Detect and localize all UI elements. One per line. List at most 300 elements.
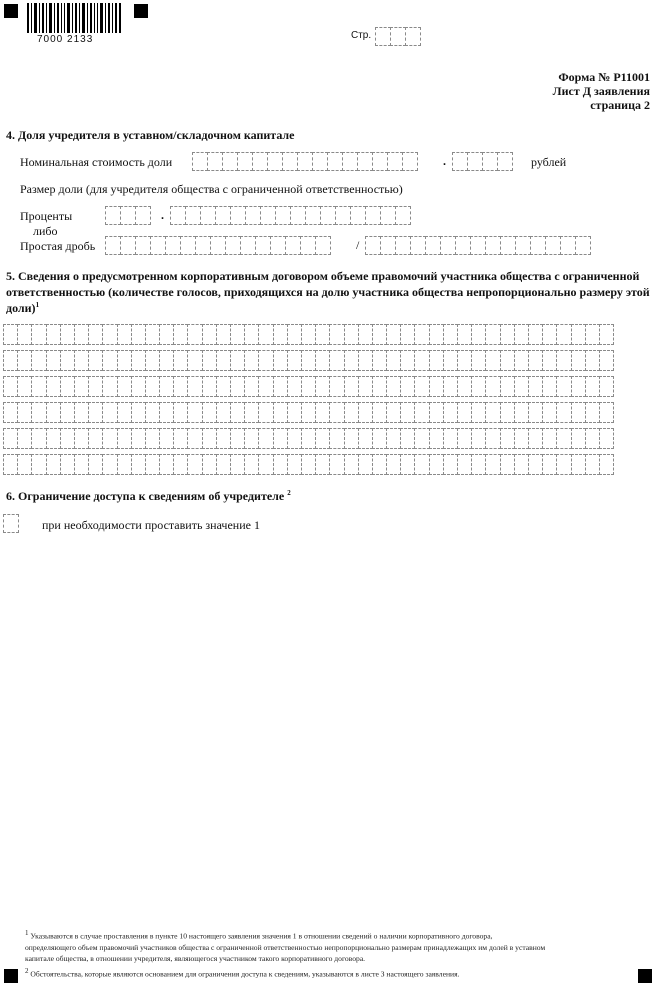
character-cell[interactable] — [358, 454, 373, 475]
character-cell[interactable] — [287, 402, 302, 423]
character-cell[interactable] — [315, 324, 330, 345]
character-cell[interactable] — [400, 454, 415, 475]
character-cell[interactable] — [3, 350, 18, 371]
character-cell[interactable] — [457, 428, 472, 449]
character-cell[interactable] — [230, 428, 245, 449]
character-cell[interactable] — [117, 454, 132, 475]
character-cell[interactable] — [202, 454, 217, 475]
character-cell[interactable] — [74, 376, 89, 397]
character-cell[interactable] — [358, 350, 373, 371]
character-cell[interactable] — [301, 376, 316, 397]
character-cell[interactable] — [88, 428, 103, 449]
character-cell[interactable] — [88, 454, 103, 475]
character-cell[interactable] — [358, 376, 373, 397]
character-cell[interactable] — [159, 350, 174, 371]
character-cell[interactable] — [457, 324, 472, 345]
character-cell[interactable] — [31, 324, 46, 345]
character-cell[interactable] — [230, 376, 245, 397]
character-cell[interactable] — [60, 324, 75, 345]
character-cell[interactable] — [244, 376, 259, 397]
character-cell[interactable] — [258, 402, 273, 423]
character-cell[interactable] — [585, 350, 600, 371]
character-cell[interactable] — [131, 350, 146, 371]
character-cell[interactable] — [443, 402, 458, 423]
character-cell[interactable] — [273, 324, 288, 345]
character-cell[interactable] — [457, 376, 472, 397]
character-cell[interactable] — [400, 324, 415, 345]
character-cell[interactable] — [46, 454, 61, 475]
character-cell[interactable] — [514, 402, 529, 423]
character-cell[interactable] — [471, 376, 486, 397]
character-cell[interactable] — [88, 324, 103, 345]
percent-label: Проценты — [20, 209, 73, 223]
character-cell[interactable] — [244, 324, 259, 345]
character-cell[interactable] — [514, 350, 529, 371]
character-cell[interactable] — [571, 350, 586, 371]
character-cell[interactable] — [514, 376, 529, 397]
character-cell[interactable] — [17, 376, 32, 397]
character-cell[interactable] — [571, 454, 586, 475]
footnote-1-line-2: определяющего объем правомочий участников общества с ограниченной ответственностью непропорционально размерам принадлежащих им долей в уставном — [25, 942, 546, 952]
character-cell[interactable] — [230, 350, 245, 371]
character-cell[interactable] — [301, 402, 316, 423]
character-cell[interactable] — [187, 402, 202, 423]
character-cell[interactable] — [372, 402, 387, 423]
character-cell[interactable] — [74, 350, 89, 371]
character-cell[interactable] — [386, 376, 401, 397]
character-cell[interactable] — [528, 454, 543, 475]
fraction-label: Простая дробь — [20, 239, 96, 253]
character-cell[interactable] — [3, 324, 18, 345]
character-cell[interactable] — [244, 402, 259, 423]
character-cell[interactable] — [17, 402, 32, 423]
character-cell[interactable] — [429, 428, 444, 449]
voting-rights-row[interactable] — [3, 324, 613, 345]
character-cell[interactable] — [102, 324, 117, 345]
character-cell[interactable] — [443, 376, 458, 397]
percent-dot: . — [161, 208, 164, 222]
voting-rights-row[interactable] — [3, 402, 613, 423]
character-cell[interactable] — [329, 402, 344, 423]
character-cell[interactable] — [400, 350, 415, 371]
character-cell[interactable] — [187, 428, 202, 449]
character-cell[interactable] — [414, 428, 429, 449]
character-cell[interactable] — [400, 428, 415, 449]
character-cell[interactable] — [131, 402, 146, 423]
character-cell[interactable] — [102, 376, 117, 397]
character-cell[interactable] — [173, 324, 188, 345]
character-cell[interactable] — [471, 350, 486, 371]
character-cell[interactable] — [556, 402, 571, 423]
character-cell[interactable] — [471, 428, 486, 449]
character-cell[interactable] — [3, 454, 18, 475]
character-cell[interactable] — [599, 324, 614, 345]
character-cell[interactable] — [187, 350, 202, 371]
character-cell[interactable] — [344, 402, 359, 423]
currency-label: рублей — [531, 155, 567, 169]
footnote-1-line-1: Указываются в случае проставления в пункте 10 настоящего заявления значения 1 в отношении сведений о наличии корпоративного договора, — [30, 931, 493, 941]
character-cell[interactable] — [485, 428, 500, 449]
character-cell[interactable] — [145, 350, 160, 371]
character-cell[interactable] — [3, 402, 18, 423]
character-cell[interactable] — [60, 376, 75, 397]
character-cell[interactable] — [344, 324, 359, 345]
footnote-2 — [25, 966, 625, 980]
character-cell[interactable] — [173, 376, 188, 397]
character-cell[interactable] — [556, 376, 571, 397]
corner-marker-top-right — [134, 4, 148, 18]
character-cell[interactable] — [400, 402, 415, 423]
section-5-heading-text: доли) — [6, 301, 36, 315]
character-cell[interactable] — [542, 454, 557, 475]
character-cell[interactable] — [301, 428, 316, 449]
character-cell[interactable] — [301, 350, 316, 371]
character-cell[interactable] — [514, 454, 529, 475]
section-5-heading-line-2: ответственностью (количестве голосов, приходящихся на долю участника общества непропорционально размеру этой — [6, 285, 650, 299]
character-cell[interactable] — [273, 350, 288, 371]
character-cell[interactable] — [599, 454, 614, 475]
character-cell[interactable] — [46, 324, 61, 345]
character-cell[interactable] — [500, 376, 515, 397]
character-cell[interactable] — [230, 402, 245, 423]
voting-rights-row[interactable] — [3, 428, 613, 449]
character-cell[interactable] — [457, 350, 472, 371]
character-cell[interactable] — [599, 428, 614, 449]
character-cell[interactable] — [585, 428, 600, 449]
character-cell[interactable] — [74, 454, 89, 475]
character-cell[interactable] — [571, 324, 586, 345]
character-cell[interactable] — [46, 376, 61, 397]
character-cell[interactable] — [315, 428, 330, 449]
character-cell[interactable] — [358, 402, 373, 423]
character-cell[interactable] — [485, 402, 500, 423]
percent-fraction-field[interactable] — [170, 206, 410, 225]
character-cell[interactable] — [31, 428, 46, 449]
character-cell[interactable] — [599, 376, 614, 397]
character-cell[interactable] — [471, 454, 486, 475]
corner-marker-top-left — [4, 4, 18, 18]
fraction-denominator-field[interactable] — [365, 236, 590, 255]
character-cell[interactable] — [556, 324, 571, 345]
character-cell[interactable] — [372, 376, 387, 397]
sheet-page-label: страница 2 — [590, 98, 650, 112]
character-cell[interactable] — [230, 454, 245, 475]
character-cell[interactable] — [202, 350, 217, 371]
character-cell[interactable] — [315, 376, 330, 397]
voting-rights-row[interactable] — [3, 454, 613, 475]
character-cell[interactable] — [485, 350, 500, 371]
character-cell[interactable] — [131, 454, 146, 475]
section-4-heading: 4. Доля учредителя в уставном/складочном капитале — [6, 128, 295, 142]
character-cell[interactable] — [216, 454, 231, 475]
character-cell[interactable] — [17, 324, 32, 345]
footnote-1-line-3: капитале общества, в отношении учредителя, являющегося участником такого корпоративного договора. — [25, 953, 366, 963]
character-cell[interactable] — [273, 376, 288, 397]
character-cell[interactable] — [46, 428, 61, 449]
character-cell[interactable] — [244, 428, 259, 449]
character-cell[interactable] — [117, 402, 132, 423]
character-cell[interactable] — [131, 324, 146, 345]
character-cell[interactable] — [117, 376, 132, 397]
character-cell[interactable] — [556, 350, 571, 371]
character-cell[interactable] — [471, 324, 486, 345]
character-cell[interactable] — [88, 376, 103, 397]
character-cell[interactable] — [273, 402, 288, 423]
character-cell[interactable] — [216, 402, 231, 423]
character-cell[interactable] — [585, 324, 600, 345]
character-cell[interactable] — [372, 454, 387, 475]
character-cell[interactable] — [414, 376, 429, 397]
character-cell[interactable] — [60, 350, 75, 371]
nominal-value-rubles-field[interactable] — [192, 152, 417, 171]
character-cell[interactable] — [329, 376, 344, 397]
character-cell[interactable] — [31, 402, 46, 423]
character-cell[interactable] — [287, 376, 302, 397]
character-cell[interactable] — [471, 402, 486, 423]
character-cell[interactable] — [216, 428, 231, 449]
character-cell[interactable] — [571, 376, 586, 397]
character-cell[interactable] — [117, 324, 132, 345]
character-cell[interactable] — [230, 324, 245, 345]
character-cell[interactable] — [287, 428, 302, 449]
character-cell[interactable] — [344, 428, 359, 449]
voting-rights-row[interactable] — [3, 350, 613, 371]
character-cell[interactable] — [117, 428, 132, 449]
character-cell[interactable] — [31, 376, 46, 397]
character-cell[interactable] — [500, 350, 515, 371]
nominal-value-label: Номинальная стоимость доли — [20, 155, 173, 169]
character-cell[interactable] — [173, 402, 188, 423]
character-cell[interactable] — [386, 350, 401, 371]
character-cell[interactable] — [74, 402, 89, 423]
character-cell[interactable] — [358, 324, 373, 345]
character-cell[interactable] — [258, 454, 273, 475]
character-cell[interactable] — [528, 376, 543, 397]
character-cell[interactable] — [414, 454, 429, 475]
character-cell[interactable] — [443, 350, 458, 371]
character-cell[interactable] — [102, 428, 117, 449]
section-5-heading-line-3 — [6, 301, 39, 316]
character-cell[interactable] — [287, 454, 302, 475]
voting-rights-row[interactable] — [3, 376, 613, 397]
character-cell[interactable] — [46, 402, 61, 423]
character-cell[interactable] — [414, 402, 429, 423]
character-cell[interactable] — [414, 350, 429, 371]
character-cell[interactable] — [202, 428, 217, 449]
character-cell[interactable] — [145, 376, 160, 397]
form-title: Форма № Р11001 — [558, 70, 650, 84]
footnote-1-ref: 1 — [25, 929, 29, 937]
character-cell[interactable] — [301, 454, 316, 475]
character-cell[interactable] — [244, 350, 259, 371]
character-cell[interactable] — [485, 376, 500, 397]
character-cell[interactable] — [400, 376, 415, 397]
character-cell[interactable] — [173, 454, 188, 475]
character-cell[interactable] — [17, 454, 32, 475]
character-cell[interactable] — [173, 428, 188, 449]
character-cell[interactable] — [386, 324, 401, 345]
character-cell[interactable] — [329, 428, 344, 449]
character-cell[interactable] — [187, 454, 202, 475]
character-cell[interactable] — [315, 454, 330, 475]
character-cell[interactable] — [585, 402, 600, 423]
character-cell[interactable] — [273, 454, 288, 475]
character-cell[interactable] — [429, 324, 444, 345]
character-cell[interactable] — [500, 402, 515, 423]
character-cell[interactable] — [173, 350, 188, 371]
character-cell[interactable] — [17, 428, 32, 449]
character-cell[interactable] — [315, 402, 330, 423]
character-cell[interactable] — [244, 454, 259, 475]
character-cell[interactable] — [216, 376, 231, 397]
character-cell[interactable] — [386, 428, 401, 449]
character-cell[interactable] — [514, 324, 529, 345]
character-cell[interactable] — [358, 428, 373, 449]
character-cell[interactable] — [344, 454, 359, 475]
character-cell[interactable] — [414, 324, 429, 345]
character-cell[interactable] — [542, 376, 557, 397]
character-cell[interactable] — [216, 324, 231, 345]
character-cell[interactable] — [287, 324, 302, 345]
nominal-value-kopecks-field[interactable] — [452, 152, 512, 171]
character-cell[interactable] — [3, 428, 18, 449]
character-cell[interactable] — [386, 402, 401, 423]
character-cell[interactable] — [88, 350, 103, 371]
character-cell[interactable] — [145, 428, 160, 449]
character-cell[interactable] — [528, 350, 543, 371]
character-cell[interactable] — [46, 350, 61, 371]
page-number-field[interactable] — [375, 27, 420, 46]
character-cell[interactable] — [187, 324, 202, 345]
character-cell[interactable] — [344, 376, 359, 397]
character-cell[interactable] — [571, 402, 586, 423]
section-6-heading — [6, 489, 291, 504]
percent-integer-field[interactable] — [105, 206, 150, 225]
character-cell[interactable] — [17, 350, 32, 371]
character-cell[interactable] — [542, 350, 557, 371]
character-cell[interactable] — [202, 402, 217, 423]
character-cell[interactable] — [528, 428, 543, 449]
character-cell[interactable] — [258, 350, 273, 371]
character-cell[interactable] — [287, 350, 302, 371]
character-cell[interactable] — [145, 324, 160, 345]
character-cell[interactable] — [485, 454, 500, 475]
character-cell[interactable] — [443, 454, 458, 475]
character-cell[interactable] — [372, 324, 387, 345]
character-cell[interactable] — [585, 376, 600, 397]
character-cell[interactable] — [585, 454, 600, 475]
character-cell[interactable] — [60, 454, 75, 475]
character-cell[interactable] — [542, 324, 557, 345]
character-cell[interactable] — [329, 454, 344, 475]
character-cell[interactable] — [386, 454, 401, 475]
character-cell[interactable] — [74, 428, 89, 449]
footnote-ref-2: 2 — [287, 489, 291, 497]
character-cell[interactable] — [273, 428, 288, 449]
character-cell[interactable] — [216, 350, 231, 371]
character-cell[interactable] — [159, 324, 174, 345]
character-cell[interactable] — [159, 402, 174, 423]
barcode-image — [27, 3, 123, 35]
character-cell[interactable] — [31, 350, 46, 371]
character-cell[interactable] — [131, 376, 146, 397]
character-cell[interactable] — [500, 324, 515, 345]
character-cell[interactable] — [145, 402, 160, 423]
character-cell[interactable] — [443, 324, 458, 345]
character-cell[interactable] — [117, 350, 132, 371]
character-cell[interactable] — [258, 376, 273, 397]
section-5-heading-line-1: 5. Сведения о предусмотренном корпоративным договором объеме правомочий участника общества с ограниченной — [6, 269, 640, 283]
character-cell[interactable] — [131, 428, 146, 449]
footnote-ref-1: 1 — [35, 301, 40, 309]
character-cell[interactable] — [102, 350, 117, 371]
character-cell[interactable] — [500, 454, 515, 475]
character-cell[interactable] — [429, 454, 444, 475]
character-cell[interactable] — [542, 402, 557, 423]
corner-marker-bottom-right — [638, 969, 652, 983]
character-cell[interactable] — [556, 428, 571, 449]
character-cell[interactable] — [571, 428, 586, 449]
character-cell[interactable] — [372, 350, 387, 371]
or-label: либо — [33, 224, 58, 238]
fraction-slash: / — [356, 238, 360, 252]
character-cell[interactable] — [457, 402, 472, 423]
character-cell[interactable] — [528, 324, 543, 345]
character-cell[interactable] — [457, 454, 472, 475]
character-cell[interactable] — [159, 454, 174, 475]
character-cell[interactable] — [528, 402, 543, 423]
character-cell[interactable] — [88, 402, 103, 423]
character-cell[interactable] — [159, 428, 174, 449]
character-cell[interactable] — [556, 454, 571, 475]
character-cell[interactable] — [599, 402, 614, 423]
character-cell[interactable] — [60, 428, 75, 449]
character-cell[interactable] — [145, 454, 160, 475]
character-cell[interactable] — [102, 454, 117, 475]
character-cell[interactable] — [429, 376, 444, 397]
character-cell[interactable] — [344, 350, 359, 371]
character-cell[interactable] — [372, 428, 387, 449]
character-cell[interactable] — [102, 402, 117, 423]
character-cell[interactable] — [60, 402, 75, 423]
character-cell[interactable] — [74, 324, 89, 345]
fraction-numerator-field[interactable] — [105, 236, 330, 255]
character-cell[interactable] — [315, 350, 330, 371]
sheet-label: Лист Д заявления — [552, 84, 650, 98]
corner-marker-bottom-left — [4, 969, 18, 983]
character-cell[interactable] — [429, 350, 444, 371]
character-cell[interactable] — [3, 376, 18, 397]
character-cell[interactable] — [258, 428, 273, 449]
character-cell[interactable] — [542, 428, 557, 449]
character-cell[interactable] — [329, 350, 344, 371]
character-cell[interactable] — [500, 428, 515, 449]
character-cell[interactable] — [202, 376, 217, 397]
character-cell[interactable] — [31, 454, 46, 475]
character-cell[interactable] — [301, 324, 316, 345]
character-cell[interactable] — [485, 324, 500, 345]
character-cell[interactable] — [514, 428, 529, 449]
character-cell[interactable] — [329, 324, 344, 345]
character-cell[interactable] — [202, 324, 217, 345]
character-cell[interactable] — [159, 376, 174, 397]
character-cell[interactable] — [429, 402, 444, 423]
character-cell[interactable] — [599, 350, 614, 371]
character-cell[interactable] — [258, 324, 273, 345]
character-cell[interactable] — [187, 376, 202, 397]
access-restriction-checkbox[interactable] — [3, 514, 18, 533]
character-cell[interactable] — [443, 428, 458, 449]
